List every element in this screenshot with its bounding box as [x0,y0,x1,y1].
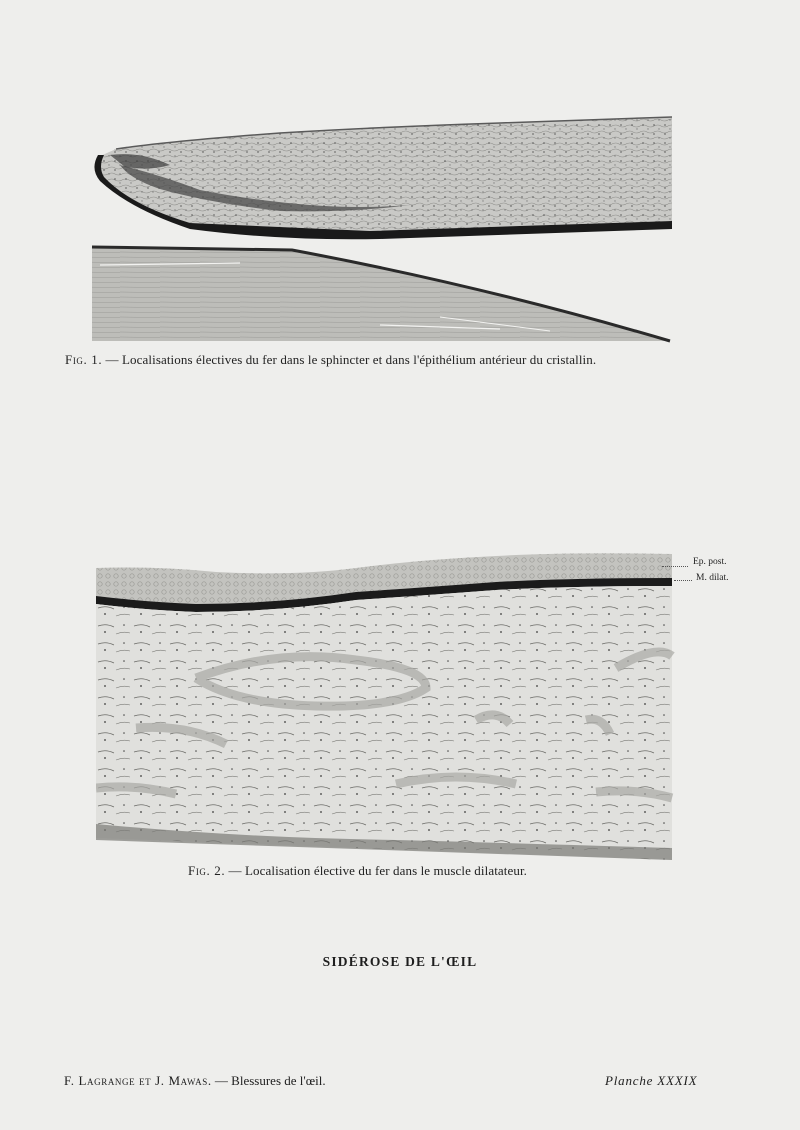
figure-1-dash: — [105,352,119,367]
ep-post-leader [662,566,688,567]
plate-number: Planche XXXIX [605,1073,698,1088]
lens-epithelium [92,247,670,341]
figure-2-illustration [96,548,676,864]
figure-2-number: Fig. 2. [188,863,226,878]
figure-1-caption [65,352,596,368]
footer-citation [64,1073,326,1089]
footer-authors: F. Lagrange et J. Mawas. [64,1073,212,1088]
figure-2-caption [188,863,527,879]
m-dilat-label: M. dilat. [696,573,729,583]
ep-post-label: Ep. post. [693,557,727,567]
plate-title: SIDÉROSE DE L'ŒIL [322,954,478,969]
footer-dash: — [214,1073,228,1088]
figure-1-text: Localisations électives du fer dans le sphincter et dans l'épithélium antérieur du cristallin. [122,352,597,367]
figure-1-illustration [80,105,690,350]
sphincter-tissue [94,117,672,239]
figure-2-dash: — [228,863,242,878]
figure-2-text: Localisation élective du fer dans le muscle dilatateur. [245,863,528,878]
footer-book: Blessures de l'œil. [231,1073,326,1088]
figure-1-number: Fig. 1. [65,352,103,367]
m-dilat-leader [674,580,692,581]
